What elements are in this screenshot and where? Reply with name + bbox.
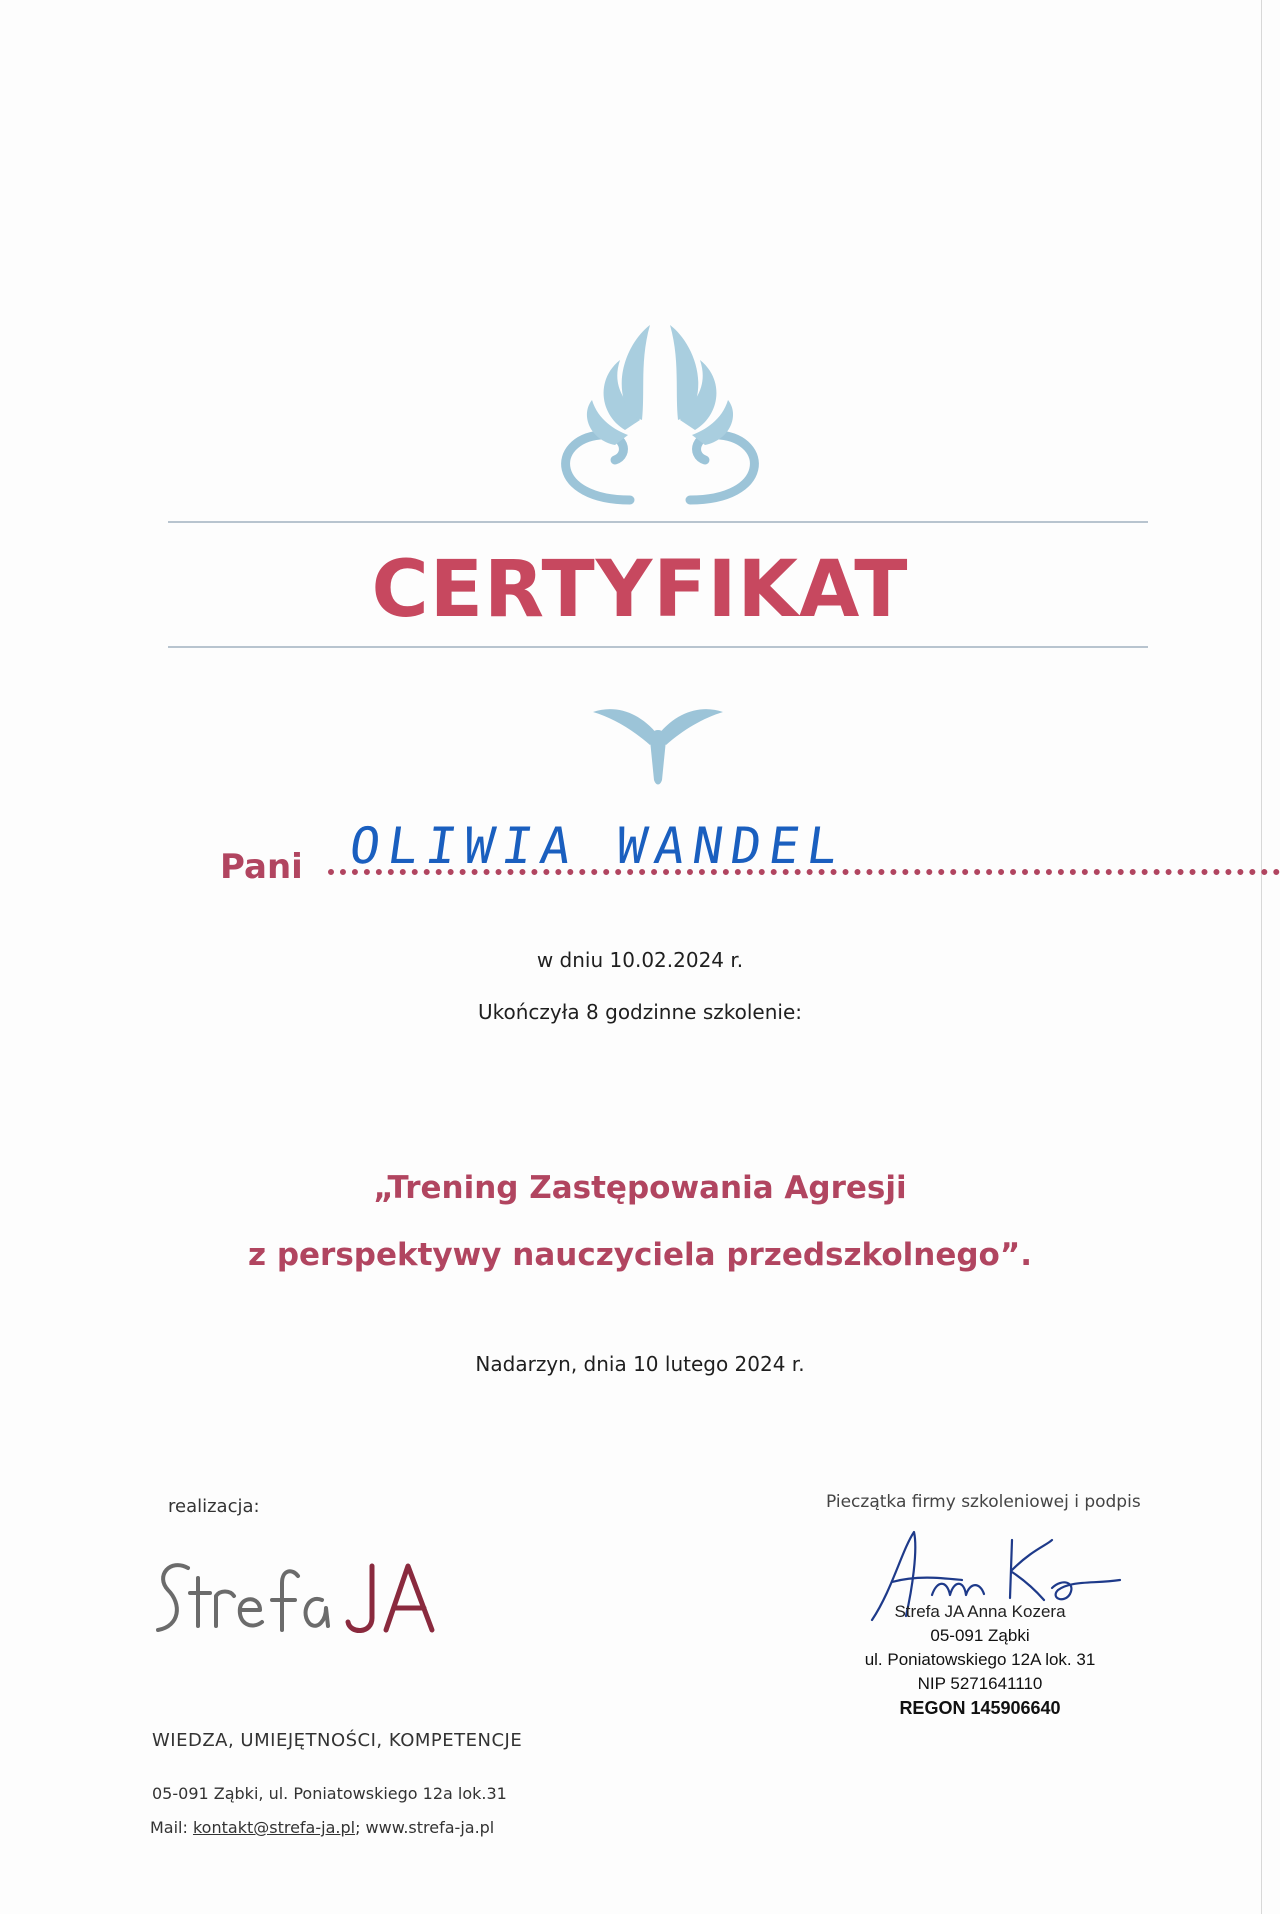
- stamp-line-regon: REGON 145906640: [899, 1698, 1061, 1718]
- certificate-title: CERTYFIKAT: [371, 545, 909, 635]
- place-and-date: Nadarzyn, dnia 10 lutego 2024 r.: [475, 1352, 805, 1376]
- stamp-line-city: 05-091 Ząbki: [930, 1626, 1030, 1645]
- contact-separator: ;: [355, 1818, 361, 1837]
- middle-ornament: [588, 690, 728, 790]
- stamp-line-company: Strefa JA Anna Kozera: [894, 1602, 1066, 1621]
- mail-label: Mail:: [150, 1818, 188, 1837]
- top-divider: [168, 521, 1148, 523]
- company-stamp: [820, 1600, 1140, 1720]
- recipient-label: Pani: [220, 847, 303, 887]
- stamp-line-street: ul. Poniatowskiego 12A lok. 31: [864, 1650, 1096, 1669]
- completed-text: Ukończyła 8 godzinne szkolenie:: [478, 1000, 802, 1024]
- bottom-divider: [168, 646, 1148, 648]
- strefa-ja-logo: [150, 1538, 450, 1648]
- organizer-contact: [150, 1818, 494, 1837]
- top-ornament: [530, 320, 790, 510]
- organizer-address: 05-091 Ząbki, ul. Poniatowskiego 12a lok.31: [152, 1784, 507, 1803]
- recipient-name: OLIWIA WANDEL: [345, 817, 850, 875]
- stamp-label: Pieczątka firmy szkoleniowej i podpis: [826, 1492, 1141, 1512]
- course-title-line-2: z perspektywy nauczyciela przedszkolnego”.: [247, 1237, 1032, 1273]
- organizer-motto: WIEDZA, UMIEJĘTNOŚCI, KOMPETENCJE: [152, 1730, 523, 1751]
- recipient-line: [220, 817, 1100, 887]
- course-title-line-1: „Trening Zastępowania Agresji: [373, 1170, 907, 1206]
- website-link[interactable]: www.strefa-ja.pl: [365, 1818, 495, 1837]
- stamp-line-nip: NIP 5271641110: [917, 1674, 1043, 1693]
- completion-date: w dniu 10.02.2024 r.: [536, 948, 744, 972]
- email-link[interactable]: kontakt@strefa-ja.pl: [192, 1818, 356, 1837]
- realization-label: realizacja:: [168, 1496, 260, 1517]
